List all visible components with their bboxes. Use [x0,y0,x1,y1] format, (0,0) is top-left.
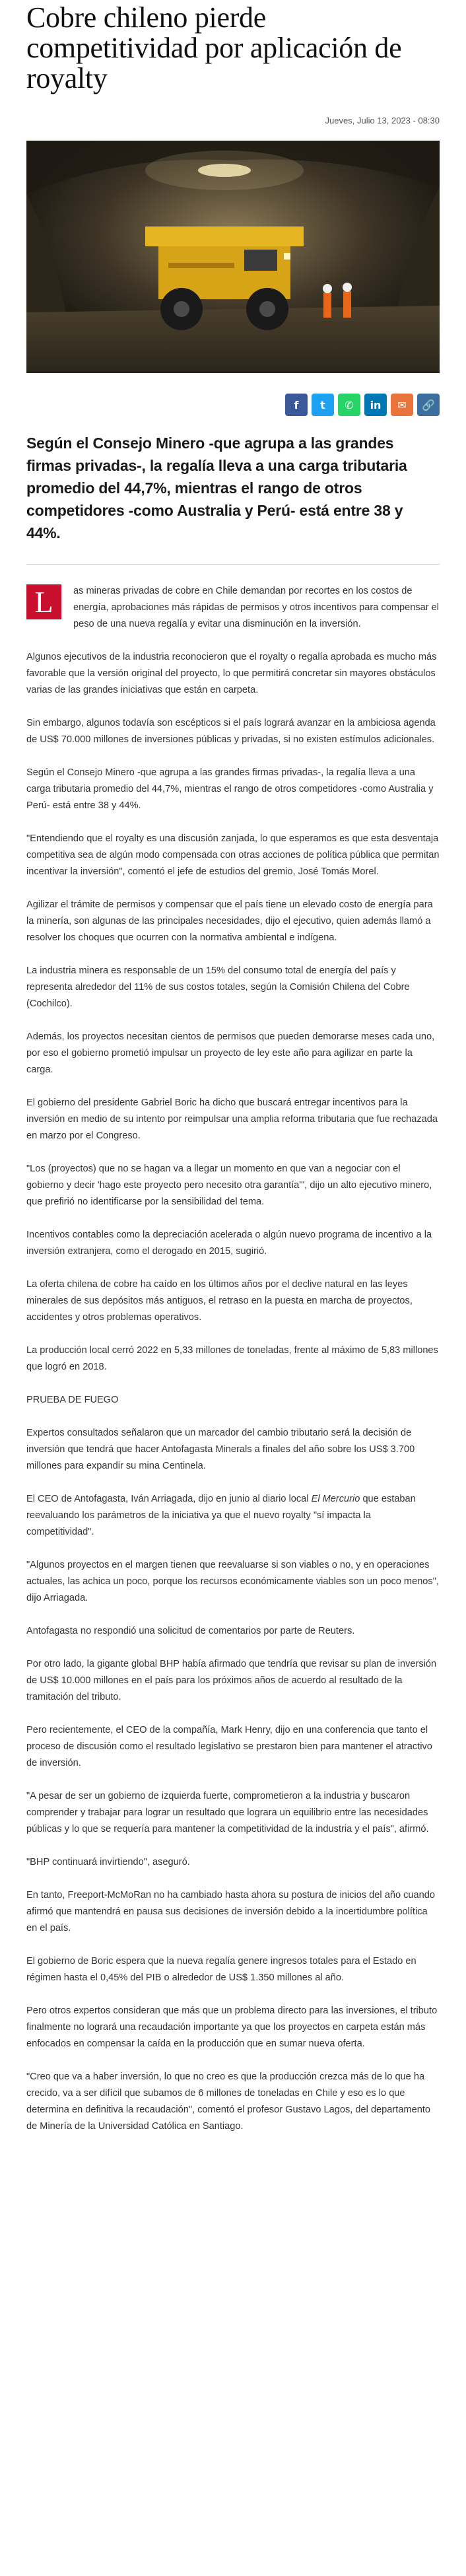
paragraph: Agilizar el trámite de permisos y compensar que el país tiene un elevado costo de energía para la minería, son algunas de las principales necesidades, dijo el ejecutivo, quien además llamó a resolver los choques que ocurren con la normativa ambiental e indígena. [26,899,433,943]
paragraph: Expertos consultados señalaron que un marcador del cambio tributario será la decisión de inversión que tendrá que hacer Antofagasta Minerals a finales del año sobre los US$ 3.700 millones para expandir su mina Centinela. [26,1428,415,1471]
paragraph: "Algunos proyectos en el margen tienen que reevaluarse si son viables o no, y en operaciones actuales, las achica un poco, porque los recursos económicamente viables son un poco menos", dijo Arriagada. [26,1560,439,1603]
share-facebook-button[interactable] [285,394,308,416]
paragraph: Antofagasta no respondió una solicitud de comentarios por parte de Reuters. [26,1626,355,1636]
paragraph: Pero otros expertos consideran que más que un problema directo para las inversiones, el tributo finalmente no logrará una recaudación importante ya que los proyectos en carpeta están más enfocados en compensar la caída en la producción que en sumar nueva oferta. [26,2005,438,2049]
paragraph: La oferta chilena de cobre ha caído en los últimos años por el declive natural en las leyes minerales de sus depósitos más antiguos, el retraso en la puesta en marcha de proyectos, accidentes y otros problemas operativos. [26,1279,413,1323]
paragraph: Según el Consejo Minero -que agrupa a las grandes firmas privadas-, la regalía lleva a una carga tributaria promedio del 44,7%, mientras el rango de otros competidores -como Australia y Perú- está entre 38 y 44%. [26,767,434,811]
share-bar [26,394,440,416]
mining-tunnel-illustration [26,141,440,373]
paragraph: "Creo que va a haber inversión, lo que no creo es que la producción crezca más de lo que ha crecido, va a ser difícil que subamos de 6 millones de toneladas en Chile y eso es lo que determina en definitiva la recaudación", comentó el profesor Gustavo Lagos, del departamento de Minería de la Universidad Católica en Santiago. [26,2071,430,2132]
paragraph: El gobierno del presidente Gabriel Boric ha dicho que buscará entregar incentivos para la inversión en medio de su intento por reimpulsar una amplia reforma tributaria que fue rechazada en marzo por el Congreso. [26,1097,438,1141]
paragraph: "BHP continuará invirtiendo", aseguró. [26,1857,190,1867]
ceo-paragraph [26,1491,440,1541]
article-lead: Según el Consejo Minero -que agrupa a las grandes firmas privadas-, la regalía lleva a una carga tributaria promedio del 44,7%, mientras el rango de otros competidores -como Australia y Perú- está entre 38 y 44%. [26,435,407,541]
paragraph: "Los (proyectos) que no se hagan va a llegar un momento en que van a negociar con el gobierno y decir 'hago este proyecto pero necesito otra garantía'", dijo un alto ejecutivo minero, que prefirió no identificarse por la sensibilidad del tema. [26,1164,432,1207]
twitter-icon: t [320,398,325,411]
paragraph: En tanto, Freeport-McMoRan no ha cambiado hasta ahora su postura de inicios del año cuando afirmó que mantendrá en pausa sus decisiones de inversión debido a la incertidumbre política en el país. [26,1890,435,1933]
divider [26,564,440,565]
share-twitter-button[interactable] [312,394,334,416]
ceo-text-before: El CEO de Antofagasta, Iván Arriagada, dijo en junio al diario local [26,1494,312,1504]
share-whatsapp-button[interactable] [338,394,360,416]
facebook-icon: f [294,398,299,411]
article-body [26,583,440,2135]
article-date: Jueves, Julio 13, 2023 - 08:30 [325,116,440,125]
paragraph: La producción local cerró 2022 en 5,33 millones de toneladas, frente al máximo de 5,83 millones que logró en 2018. [26,1345,438,1372]
paragraph: Por otro lado, la gigante global BHP había afirmado que tendría que revisar su plan de inversión de US$ 10.000 millones en el país para los próximos años de acuerdo al resultado de la tramitación del tributo. [26,1659,437,1702]
share-email-button[interactable] [391,394,413,416]
paragraph: Pero recientemente, el CEO de la compañía, Mark Henry, dijo en una conferencia que tanto el proceso de discusión como el resultado legislativo se prestaron bien para mantener el atractivo de inversión. [26,1725,432,1768]
first-paragraph [26,583,440,633]
paragraph: Además, los proyectos necesitan cientos de permisos que pueden demorarse meses cada uno, por eso el gobierno prometió impulsar un proyecto de ley este año para agilizar en parte la carga. [26,1031,435,1075]
paragraph: "Entendiendo que el royalty es una discusión zanjada, lo que esperamos es que esta desventaja competitiva sea de algún modo compensada con otras acciones de política pública que permitan incentivar la inversión", comentó el jefe de estudios del gremio, José Tomás Morel. [26,833,440,877]
linkedin-icon: in [370,398,382,411]
article-headline: Cobre chileno pierde competitividad por aplicación de royalty [26,1,402,94]
paragraph: "A pesar de ser un gobierno de izquierda fuerte, comprometieron a la industria y buscaron comprender y trabajar para lograr un resultado que lograra un equilibrio entre las necesidades públicas y lo que se requería para mantener la competitividad de la industria y el país", afirmó. [26,1791,429,1834]
link-icon: 🔗 [422,398,435,411]
newspaper-name: El Mercurio [311,1494,360,1504]
first-paragraph-text: as mineras privadas de cobre en Chile demandan por recortes en los costos de energía, aprobaciones más rápidas de permisos y otros incentivos para compensar el peso de una nueva regalía y evitar una disminución en la inversión. [73,586,440,629]
paragraph: Sin embargo, algunos todavía son escépticos si el país logrará avanzar en la ambiciosa agenda de US$ 70.000 millones de inversiones públicas y privadas, si no existen estímulos adicionales. [26,718,436,745]
paragraph: El gobierno de Boric espera que la nueva regalía genere ingresos totales para el Estado en régimen hasta el 0,45% del PIB o alrededor de US$ 1.350 millones al año. [26,1956,416,1983]
copy-link-button[interactable] [417,394,440,416]
ceo-text-after: que estaban reevaluando los parámetros de la iniciativa ya que el nuevo royalty "sí impacta la competitividad". [26,1494,416,1537]
whatsapp-icon: ✆ [345,398,354,411]
section-subhead: PRUEBA DE FUEGO [26,1395,119,1405]
share-linkedin-button[interactable] [364,394,387,416]
hero-image [26,141,440,373]
dropcap: L [26,584,61,619]
email-icon: ✉ [397,398,407,411]
paragraph: Algunos ejecutivos de la industria reconocieron que el royalty o regalía aprobada es mucho más favorable que la versión original del proyecto, lo que permitirá concretar sin mayores obstáculos varias de las grandes iniciativas que están en carpeta. [26,652,437,695]
paragraph: Incentivos contables como la depreciación acelerada o algún nuevo programa de incentivo a la inversión extranjera, como el derogado en 2015, sugirió. [26,1230,432,1257]
paragraph: La industria minera es responsable de un 15% del consumo total de energía del país y representa alrededor del 11% de sus costos totales, según la Comisión Chilena del Cobre (Cochilco). [26,965,410,1009]
